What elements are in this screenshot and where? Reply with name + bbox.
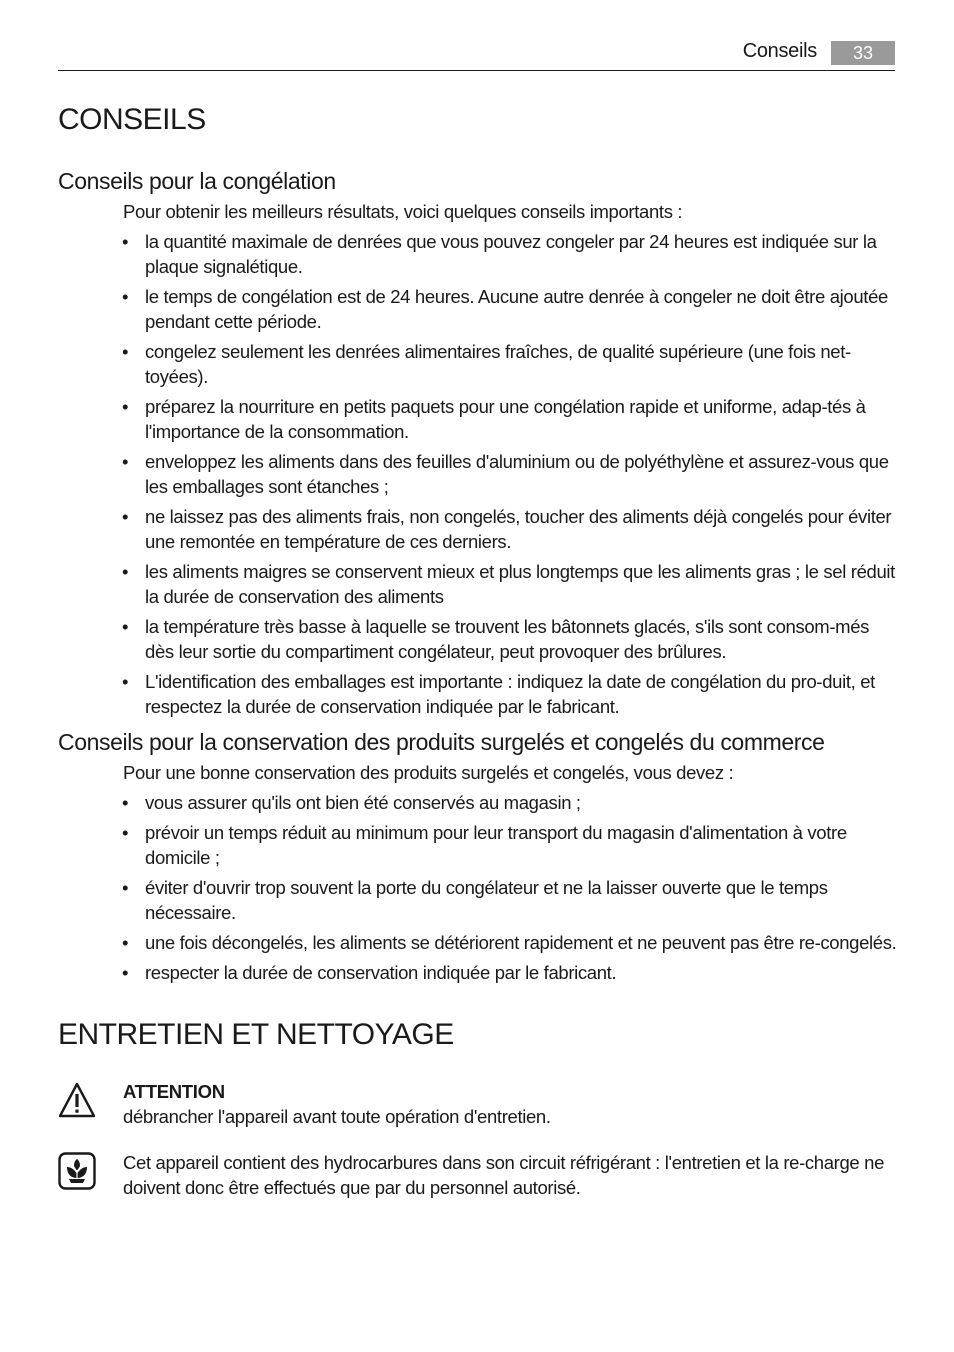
header-rule xyxy=(58,70,895,71)
list-item-text: le temps de congélation est de 24 heures. Aucune autre denrée à congeler ne doit être ajoutée pendant cette période. xyxy=(145,286,888,332)
subsection-title-congelation: Conseils pour la congélation xyxy=(58,168,336,194)
list-item xyxy=(58,820,898,870)
list-item xyxy=(58,504,898,554)
bullet-icon: • xyxy=(122,932,129,953)
page-content xyxy=(58,100,898,1200)
warning-text: débrancher l'appareil avant toute opération d'entretien. xyxy=(123,1106,551,1127)
bullet-icon: • xyxy=(122,341,129,362)
list-item-text: L'identification des emballages est importante : indiquez la date de congélation du pro-duit, et respectez la durée de conservation indiquée par le fabricant. xyxy=(145,671,875,717)
bullet-icon: • xyxy=(122,822,129,843)
list-item-text: les aliments maigres se conservent mieux et plus longtemps que les aliments gras ; le sel réduit la durée de conservation des aliments xyxy=(145,561,895,607)
conservation-list xyxy=(58,790,898,985)
page-number: 33 xyxy=(831,41,895,65)
list-item-text: prévoir un temps réduit au minimum pour leur transport du magasin d'alimentation à votre domicile ; xyxy=(145,822,847,868)
subsection-title-conservation: Conseils pour la conservation des produits surgelés et congelés du commerce xyxy=(58,729,825,755)
bullet-icon: • xyxy=(122,451,129,472)
congelation-intro: Pour obtenir les meilleurs résultats, voici quelques conseils importants : xyxy=(123,201,683,222)
warning-title: ATTENTION xyxy=(123,1081,225,1102)
bullet-icon: • xyxy=(122,396,129,417)
list-item-text: ne laissez pas des aliments frais, non congelés, toucher des aliments déjà congelés pour éviter une remontée en température de ces derniers. xyxy=(145,506,892,552)
conservation-intro: Pour une bonne conservation des produits surgelés et congelés, vous devez : xyxy=(123,762,734,783)
list-item-text: une fois décongelés, les aliments se détériorent rapidement et ne peuvent pas être re-congelés. xyxy=(145,932,897,953)
warning-notice xyxy=(58,1079,898,1129)
list-item-text: enveloppez les aliments dans des feuilles d'aluminium ou de polyéthylène et assurez-vous que les emballages sont étanches ; xyxy=(145,451,889,497)
header-section-label: Conseils xyxy=(742,40,817,62)
bullet-icon: • xyxy=(122,561,129,582)
bullet-icon: • xyxy=(122,962,129,983)
list-item xyxy=(58,875,898,925)
bullet-icon: • xyxy=(122,792,129,813)
environment-text: Cet appareil contient des hydrocarbures dans son circuit réfrigérant : l'entretien et la re-charge ne doivent donc être effectués que par du personnel autorisé. xyxy=(123,1152,885,1198)
list-item xyxy=(58,960,898,985)
bullet-icon: • xyxy=(122,506,129,527)
bullet-icon: • xyxy=(122,286,129,307)
list-item xyxy=(58,339,898,389)
congelation-list xyxy=(58,229,898,719)
list-item xyxy=(58,930,898,955)
running-header xyxy=(58,38,895,68)
list-item-text: éviter d'ouvrir trop souvent la porte du congélateur et ne la laisser ouverte que le temps nécessaire. xyxy=(145,877,828,923)
bullet-icon: • xyxy=(122,671,129,692)
list-item-text: la quantité maximale de denrées que vous pouvez congeler par 24 heures est indiquée sur la plaque signalétique. xyxy=(145,231,877,277)
list-item-text: respecter la durée de conservation indiquée par le fabricant. xyxy=(145,962,617,983)
section-title-conseils: CONSEILS xyxy=(58,103,206,136)
list-item-text: préparez la nourriture en petits paquets pour une congélation rapide et uniforme, adap-tés à l'importance de la consommation. xyxy=(145,396,866,442)
list-item xyxy=(58,669,898,719)
list-item xyxy=(58,559,898,609)
list-item xyxy=(58,449,898,499)
bullet-icon: • xyxy=(122,877,129,898)
warning-triangle-icon xyxy=(58,1081,96,1119)
environment-notice xyxy=(58,1150,898,1200)
list-item xyxy=(58,394,898,444)
list-item-text: vous assurer qu'ils ont bien été conservés au magasin ; xyxy=(145,792,581,813)
list-item xyxy=(58,229,898,279)
list-item xyxy=(58,790,898,815)
list-item xyxy=(58,614,898,664)
list-item-text: congelez seulement les denrées alimentaires fraîches, de qualité supérieure (une fois net-toyées). xyxy=(145,341,851,387)
bullet-icon: • xyxy=(122,616,129,637)
list-item xyxy=(58,284,898,334)
environment-flower-icon xyxy=(58,1152,96,1190)
section-title-entretien: ENTRETIEN ET NETTOYAGE xyxy=(58,1018,454,1051)
bullet-icon: • xyxy=(122,231,129,252)
list-item-text: la température très basse à laquelle se trouvent les bâtonnets glacés, s'ils sont consom-més dès leur sortie du compartiment congélateur, peut provoquer des brûlures. xyxy=(145,616,870,662)
